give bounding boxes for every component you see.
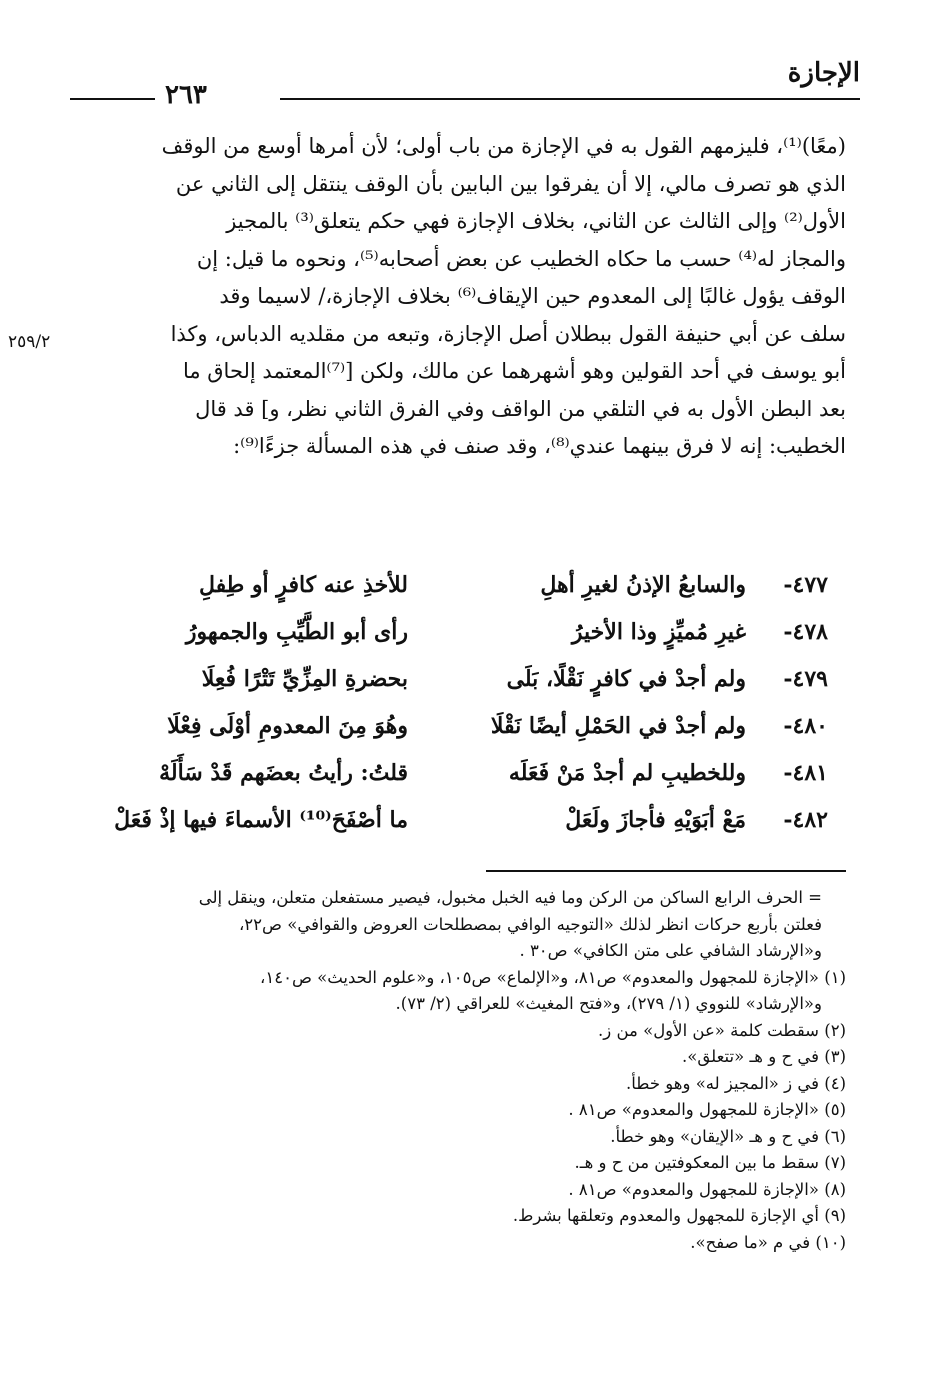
text-line: والمجاز له⁽⁴⁾ حسب ما حكاه الخطيب عن بعض أصحابه⁽⁵⁾، ونحوه ما قيل: إن	[196, 246, 846, 271]
running-header	[70, 58, 860, 108]
verse-row	[100, 705, 828, 752]
text-line: الوقف يؤول غالبًا إلى المعدوم حين الإيقاف⁽⁶⁾ بخلاف الإجازة،/ لاسيما وقد	[219, 284, 846, 308]
footnote-line: فعلتن بأربع حركات انظر لذلك «التوجيه الوافي بمصطلحات العروض والقوافي» ص٢٢،	[238, 914, 822, 934]
poem-verses	[100, 564, 828, 846]
text-line: الأول⁽²⁾ وإلى الثالث عن الثاني، بخلاف الإجازة فهي حكم يتعلق⁽³⁾ بالمجيز	[226, 209, 846, 233]
verse-first-hemistich: مَعْ أبَوَيْهِ فأجازَ ولَعَلْ	[565, 807, 746, 833]
verse-row	[100, 564, 828, 611]
header-rule	[280, 98, 860, 100]
footnote-line: (٩) أي الإجازة للمجهول والمعدوم وتعلقها بشرط.	[512, 1206, 846, 1225]
verse-row	[100, 752, 828, 799]
verse-second-hemistich: بحضرةِ المِزِّيِّ تَتْرًا فُعِلَا	[201, 666, 408, 692]
footnote-line: (١٠) في م «ما صفح».	[690, 1232, 846, 1252]
verse-number: ٤٨١-	[783, 760, 828, 786]
text-line: الخطيب: إنه لا فرق بينهما عندي⁽⁸⁾، وقد صنف في هذه المسألة جزءًا⁽⁹⁾:	[233, 434, 846, 458]
footnote-separator	[486, 870, 846, 872]
footnote-line: و«الإرشاد» للنووي (١/ ٢٧٩)، و«فتح المغيث» للعراقي (٢/ ٧٣).	[395, 994, 822, 1013]
footnote-line: (٢) سقطت كلمة «عن الأول» من ز.	[598, 1020, 846, 1040]
verse-second-hemistich: للأخذِ عنه كافرٍ أو طِفلِ	[198, 572, 408, 598]
verse-second-hemistich: رأى أبو الطَّيِّبِ والجمهورُ	[185, 619, 408, 645]
verse-row	[100, 611, 828, 658]
footnote-line: (٧) سقط ما بين المعكوفتين من ح و هـ.	[574, 1153, 846, 1172]
text-line: بعد البطن الأول به في التلقي من الواقف وفي الفرق الثاني نظر، و] قد قال	[195, 396, 846, 421]
verse-row	[100, 799, 828, 846]
verse-number: ٤٧٧-	[783, 572, 828, 598]
margin-reference: ٢٥٩/٢	[8, 332, 51, 352]
verse-number: ٤٧٨-	[783, 619, 828, 645]
verse-first-hemistich: غيرِ مُميِّزٍ وذا الأخيرُ	[571, 619, 746, 645]
footnote-line: = الحرف الرابع الساكن من الركن وما فيه الخبل مخبول، فيصير مستفعلن متعلن، وينقل إلى	[198, 888, 822, 907]
verse-first-hemistich: والسابعُ الإذنُ لغيرِ أهلِ	[540, 572, 746, 598]
footnote-line: (٤) في ز «المجيز له» وهو خطأ.	[626, 1073, 846, 1093]
text-line: (معًا)⁽¹⁾، فليزمهم القول به في الإجازة من باب أولى؛ لأن أمرها أوسع من الوقف	[161, 134, 846, 158]
footnote-line: (١) «الإجازة للمجهول والمعدوم» ص٨١، و«الإلماع» ص١٠٥، و«علوم الحديث» ص١٤٠،	[260, 967, 846, 987]
footnote-line: (٥) «الإجازة للمجهول والمعدوم» ص٨١ .	[568, 1100, 846, 1119]
verse-first-hemistich: ولم أجدْ في كافرٍ نَقْلًا، بَلَى	[506, 666, 746, 692]
main-text	[78, 128, 846, 466]
footnotes	[76, 885, 846, 1256]
verse-number: ٤٨٠-	[783, 713, 828, 739]
verse-second-hemistich: قلتُ: رأيتُ بعضَهم قَدْ سَأَلَهْ	[159, 760, 408, 786]
text-line: أبو يوسف في أحد القولين وهو أشهرهما عن مالك، ولكن [⁽⁷⁾المعتمد إلحاق ما	[182, 359, 846, 383]
verse-second-hemistich: ما أصْفَحَ⁽¹⁰⁾ الأسماءَ فيها إذْ فَعَلْ	[114, 807, 408, 833]
page-number: ٢٦٣	[165, 80, 207, 110]
chapter-title: الإجازة	[787, 58, 860, 88]
verse-second-hemistich: وهُوَ مِنَ المعدومِ أوْلَى فِعْلَا	[167, 713, 408, 739]
verse-number: ٤٨٢-	[783, 807, 828, 833]
verse-first-hemistich: وللخطيبِ لم أجدْ مَنْ فَعَلَه	[508, 760, 746, 786]
text-line: الذي هو تصرف مالي، إلا أن يفرقوا بين البابين بأن الوقف ينتقل إلى الثاني عن	[175, 171, 846, 196]
header-rule-short	[70, 98, 155, 100]
text-line: سلف عن أبي حنيفة القول ببطلان أصل الإجازة، وتبعه من مقلديه الدباس، وكذا	[170, 321, 846, 346]
verse-number: ٤٧٩-	[783, 666, 828, 692]
verse-row	[100, 658, 828, 705]
footnote-line: (٣) في ح و هـ «تتعلق».	[682, 1047, 846, 1066]
footnote-line: (٨) «الإجازة للمجهول والمعدوم» ص٨١ .	[568, 1179, 846, 1199]
footnote-line: و«الإرشاد الشافي على متن الكافي» ص٣٠ .	[519, 941, 822, 960]
footnote-line: (٦) في ح و هـ «الإيقان» وهو خطأ.	[610, 1126, 846, 1146]
verse-first-hemistich: ولم أجدْ في الحَمْلِ أيضًا نَقْلَا	[490, 713, 746, 739]
